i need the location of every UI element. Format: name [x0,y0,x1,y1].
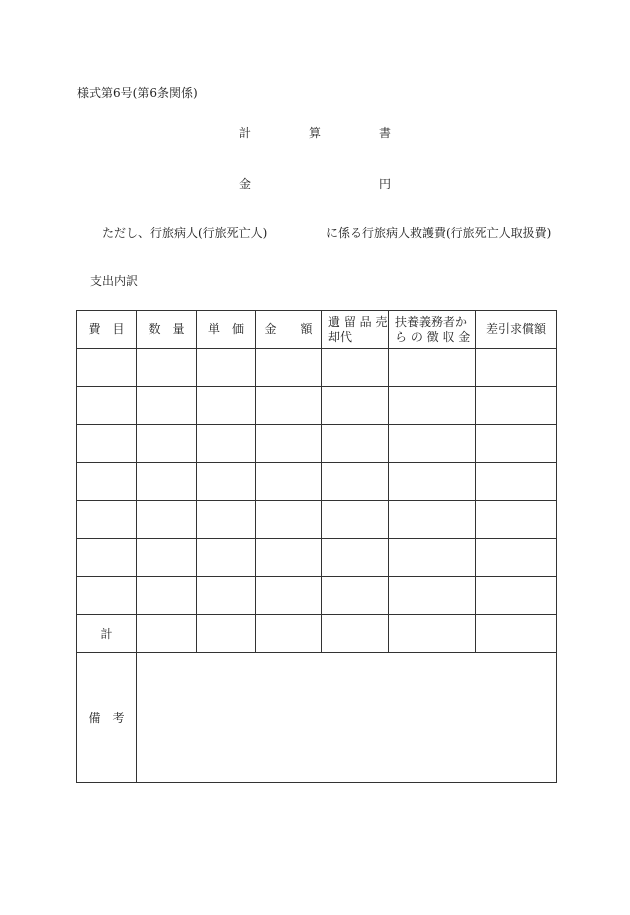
title-char-3: 書 [379,126,392,140]
cell-estate-sale[interactable] [322,577,389,615]
cell-estate-sale[interactable] [322,349,389,387]
cell-item[interactable] [77,463,137,501]
table-row [77,387,557,425]
cell-obligor-collection[interactable] [389,463,476,501]
cell-unit-price[interactable] [197,425,256,463]
cell-unit-price[interactable] [197,349,256,387]
remarks-row [77,653,557,783]
cell-quantity[interactable] [137,387,197,425]
cell-quantity[interactable] [137,577,197,615]
amount-line [0,175,630,191]
table-header-row [77,311,557,349]
cell-estate-sale[interactable] [322,387,389,425]
cell-quantity[interactable] [137,539,197,577]
cell-obligor-collection[interactable] [389,539,476,577]
table-row [77,425,557,463]
cell-item[interactable] [77,387,137,425]
amount-unit: 円 [379,177,392,191]
cell-amount[interactable] [256,463,322,501]
statement-part2: に係る行旅病人救護費(行旅死亡人取扱費) [326,226,552,240]
header-item: 費 目 [77,311,137,349]
title-char-2: 算 [309,126,322,140]
expense-breakdown-table [76,310,557,783]
cell-balance-claim[interactable] [476,463,557,501]
remarks-field[interactable] [137,653,557,783]
cell-estate-sale[interactable] [322,425,389,463]
document-title [0,124,630,140]
cell-amount[interactable] [256,539,322,577]
cell-estate-sale[interactable] [322,463,389,501]
cell-amount[interactable] [256,501,322,539]
total-row [77,615,557,653]
purpose-statement [0,224,630,240]
cell-obligor-collection[interactable] [389,349,476,387]
cell-unit-price[interactable] [197,501,256,539]
title-char-1: 計 [239,126,252,140]
table-row [77,501,557,539]
cell-quantity[interactable] [137,425,197,463]
table-row [77,349,557,387]
header-estate-sale [322,311,389,349]
cell-obligor-collection[interactable] [389,387,476,425]
total-unit-price[interactable] [197,615,256,653]
total-label: 計 [77,615,137,653]
remarks-label: 備 考 [77,653,137,783]
cell-balance-claim[interactable] [476,539,557,577]
statement-part1: ただし、行旅病人(行旅死亡人) [102,226,268,240]
breakdown-label: 支出内訳 [90,274,139,288]
cell-quantity[interactable] [137,501,197,539]
cell-item[interactable] [77,577,137,615]
cell-item[interactable] [77,501,137,539]
cell-estate-sale[interactable] [322,501,389,539]
cell-item[interactable] [77,539,137,577]
header-obligor-line2: ら の 徴 収 金 [395,329,471,344]
cell-estate-sale[interactable] [322,539,389,577]
cell-obligor-collection[interactable] [389,425,476,463]
cell-balance-claim[interactable] [476,387,557,425]
cell-amount[interactable] [256,577,322,615]
cell-amount[interactable] [256,387,322,425]
total-quantity[interactable] [137,615,197,653]
cell-quantity[interactable] [137,463,197,501]
cell-balance-claim[interactable] [476,501,557,539]
cell-amount[interactable] [256,349,322,387]
cell-unit-price[interactable] [197,539,256,577]
header-unit-price: 単 価 [197,311,256,349]
header-balance-claim: 差引求償額 [476,311,557,349]
cell-amount[interactable] [256,425,322,463]
cell-quantity[interactable] [137,349,197,387]
table-row [77,463,557,501]
table-row [77,539,557,577]
header-obligor-collection [389,311,476,349]
header-estate-sale-line2: 却代 [328,329,353,344]
cell-balance-claim[interactable] [476,577,557,615]
cell-obligor-collection[interactable] [389,577,476,615]
cell-obligor-collection[interactable] [389,501,476,539]
cell-balance-claim[interactable] [476,425,557,463]
cell-unit-price[interactable] [197,463,256,501]
cell-unit-price[interactable] [197,387,256,425]
cell-item[interactable] [77,349,137,387]
form-number: 様式第6号(第6条関係) [77,86,198,100]
header-estate-sale-line1: 遺 留 品 売 [328,314,388,329]
total-balance-claim[interactable] [476,615,557,653]
cell-item[interactable] [77,425,137,463]
cell-unit-price[interactable] [197,577,256,615]
total-obligor-collection[interactable] [389,615,476,653]
table-row [77,577,557,615]
total-amount[interactable] [256,615,322,653]
total-estate-sale[interactable] [322,615,389,653]
header-obligor-line1: 扶養義務者か [395,314,468,329]
header-amount: 金 額 [256,311,322,349]
cell-balance-claim[interactable] [476,349,557,387]
header-quantity: 数 量 [137,311,197,349]
amount-prefix: 金 [239,177,252,191]
